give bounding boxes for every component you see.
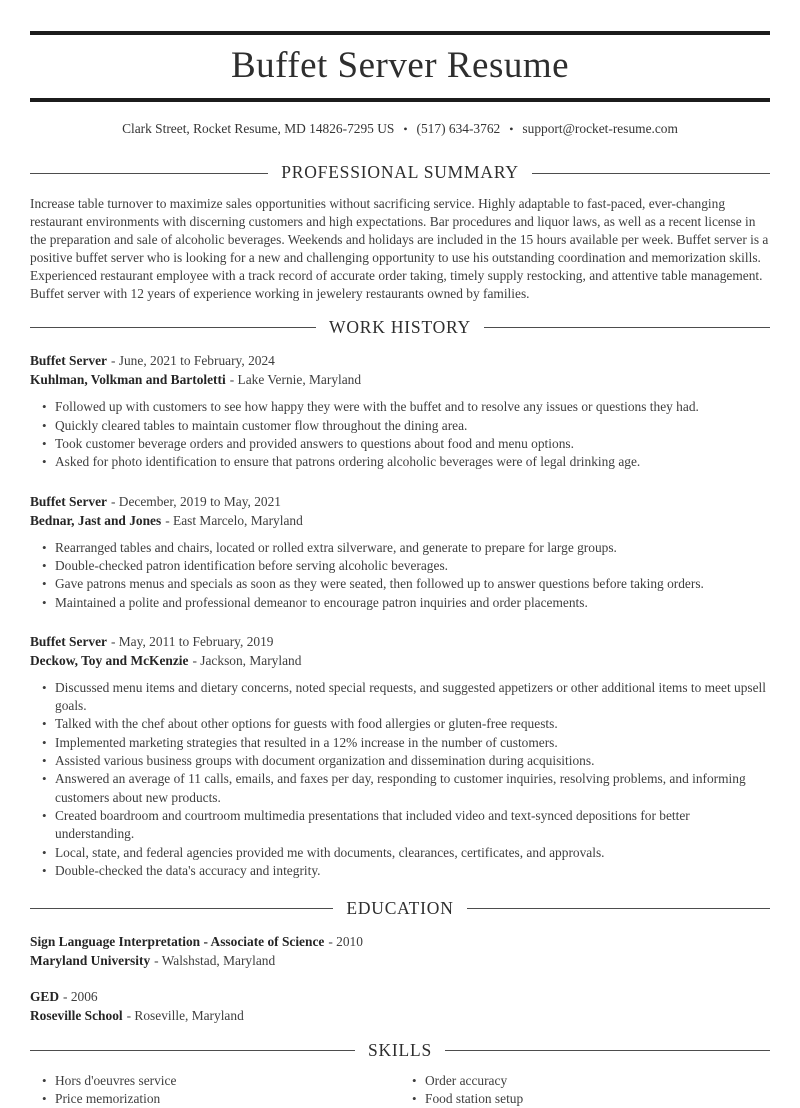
education-school: Maryland University <box>30 953 151 969</box>
section-rule-right <box>532 173 770 174</box>
job-title: Buffet Server <box>30 633 107 649</box>
section-title-education: EDUCATION <box>346 898 454 919</box>
section-header-summary <box>30 163 770 182</box>
section-rule-left <box>30 327 316 328</box>
contact-line <box>30 121 770 137</box>
job-dates: - June, 2021 to February, 2024 <box>110 353 275 369</box>
job-bullets <box>30 398 770 471</box>
job-company-line <box>30 651 770 670</box>
education-location: - Roseville, Maryland <box>126 1008 244 1024</box>
job-title-line <box>30 351 770 370</box>
education-school-line <box>30 951 770 970</box>
page-title: Buffet Server Resume <box>230 45 570 86</box>
job-title: Buffet Server <box>30 493 107 509</box>
job-company: Kuhlman, Volkman and Bartoletti <box>30 372 226 388</box>
job-title-line <box>30 492 770 511</box>
job-bullet-item: • Asked for photo identification to ensure that patrons ordering alcoholic beverages were of legal drinking age. <box>55 453 770 471</box>
education-entry <box>30 987 770 1025</box>
education-year: - 2006 <box>63 989 98 1005</box>
job-bullet-item: • Took customer beverage orders and provided answers to questions about food and menu options. <box>55 435 770 453</box>
job-bullets <box>30 539 770 612</box>
summary-text: Increase table turnover to maximize sales opportunities without sacrificing service. Highly adaptable to fast-paced, ever-changing restaurant environments with discerning customers and high expectations. Bar procedures and liquor laws, as well as a recent license in the preparation and sale of alcoholic beverages. Weekends and holidays are included in the 15 hours available per week. Buffet server is a positive buffet server who is looking for a new and challenging opportunity to use his outstanding coordination and memorization skills. Experienced restaurant employee with a track record of accurate order taking, timely supply restocking, and attentive table management. Buffet server with 12 years of experience working in jewelery restaurants owned by families. <box>30 195 769 302</box>
job-location: - East Marcelo, Maryland <box>165 512 303 528</box>
education-degree: GED <box>30 989 60 1005</box>
skills-column-right <box>400 1072 770 1108</box>
job-title-line <box>30 632 770 651</box>
bullet-separator: • <box>509 122 514 137</box>
section-header-skills <box>30 1041 770 1060</box>
section-title-skills: SKILLS <box>367 1040 433 1061</box>
contact-phone: (517) 634-3762 <box>416 121 501 137</box>
job-entry <box>30 492 770 612</box>
job-location: - Jackson, Maryland <box>192 652 302 668</box>
section-rule-right <box>467 908 770 909</box>
job-bullet-item: • Maintained a polite and professional demeanor to encourage patron inquiries and order placements. <box>55 594 770 612</box>
education-school-line <box>30 1006 770 1025</box>
resume-document <box>0 31 800 1108</box>
section-rule-left <box>30 1050 355 1051</box>
job-bullets <box>30 679 770 880</box>
job-bullet-item: • Quickly cleared tables to maintain customer flow throughout the dining area. <box>55 417 770 435</box>
skills-columns <box>30 1072 770 1108</box>
job-location: - Lake Vernie, Maryland <box>229 372 362 388</box>
section-rule-left <box>30 173 268 174</box>
job-bullet-item: • Double-checked the data's accuracy and integrity. <box>55 862 770 880</box>
job-bullet-item: • Discussed menu items and dietary concerns, noted special requests, and suggested appetizers or other additional items to meet upsell goals. <box>55 679 770 716</box>
section-rule-left <box>30 908 333 909</box>
job-bullet-item: • Implemented marketing strategies that resulted in a 12% increase in the number of customers. <box>55 734 770 752</box>
job-entry <box>30 351 770 471</box>
skill-item: • Food station setup <box>425 1090 770 1108</box>
skills-column-left <box>30 1072 400 1108</box>
education-entry <box>30 932 770 970</box>
skill-item: • Hors d'oeuvres service <box>55 1072 400 1090</box>
education-location: - Walshstad, Maryland <box>154 953 276 969</box>
job-bullet-item: • Answered an average of 11 calls, emails, and faxes per day, responding to customer inquiries, resolving problems, and informing customers about new products. <box>55 770 770 807</box>
job-company-line <box>30 511 770 530</box>
section-rule-right <box>445 1050 770 1051</box>
section-header-work-history <box>30 318 770 337</box>
job-bullet-item: • Followed up with customers to see how happy they were with the buffet and to resolve any issues or questions they had. <box>55 398 770 416</box>
job-bullet-item: • Double-checked patron identification before serving alcoholic beverages. <box>55 557 770 575</box>
section-title-work-history: WORK HISTORY <box>329 317 471 338</box>
education-degree-line <box>30 932 770 951</box>
section-header-education <box>30 899 770 918</box>
job-bullet-item: • Assisted various business groups with document organization and dissemination during acquisitions. <box>55 752 770 770</box>
job-dates: - May, 2011 to February, 2019 <box>110 633 274 649</box>
job-title: Buffet Server <box>30 353 107 369</box>
job-dates: - December, 2019 to May, 2021 <box>110 493 281 509</box>
education-school: Roseville School <box>30 1008 123 1024</box>
bullet-separator: • <box>403 122 408 137</box>
job-bullet-item: • Rearranged tables and chairs, located or rolled extra silverware, and generate to prepare for large groups. <box>55 539 770 557</box>
contact-address: Clark Street, Rocket Resume, MD 14826-7295 US <box>122 121 395 137</box>
section-rule-right <box>484 327 770 328</box>
job-bullet-item: • Created boardroom and courtroom multimedia presentations that included video and text-synced depositions for better understanding. <box>55 807 770 844</box>
double-rule-bottom <box>30 98 770 102</box>
job-company-line <box>30 370 770 389</box>
education-degree-line <box>30 987 770 1006</box>
job-entry <box>30 632 770 880</box>
skill-item: • Price memorization <box>55 1090 400 1108</box>
skill-item: • Order accuracy <box>425 1072 770 1090</box>
job-bullet-item: • Gave patrons menus and specials as soon as they were seated, then followed up to answer questions before taking orders. <box>55 575 770 593</box>
double-rule-top <box>30 31 770 35</box>
job-bullet-item: • Talked with the chef about other options for guests with food allergies or gluten-free requests. <box>55 715 770 733</box>
section-title-summary: PROFESSIONAL SUMMARY <box>281 162 519 183</box>
job-bullet-item: • Local, state, and federal agencies provided me with documents, clearances, certificates, and approvals. <box>55 844 770 862</box>
contact-email: support@rocket-resume.com <box>522 121 678 137</box>
education-year: - 2010 <box>328 934 363 950</box>
job-company: Bednar, Jast and Jones <box>30 512 162 528</box>
education-degree: Sign Language Interpretation - Associate of Science <box>30 934 325 950</box>
job-company: Deckow, Toy and McKenzie <box>30 652 189 668</box>
